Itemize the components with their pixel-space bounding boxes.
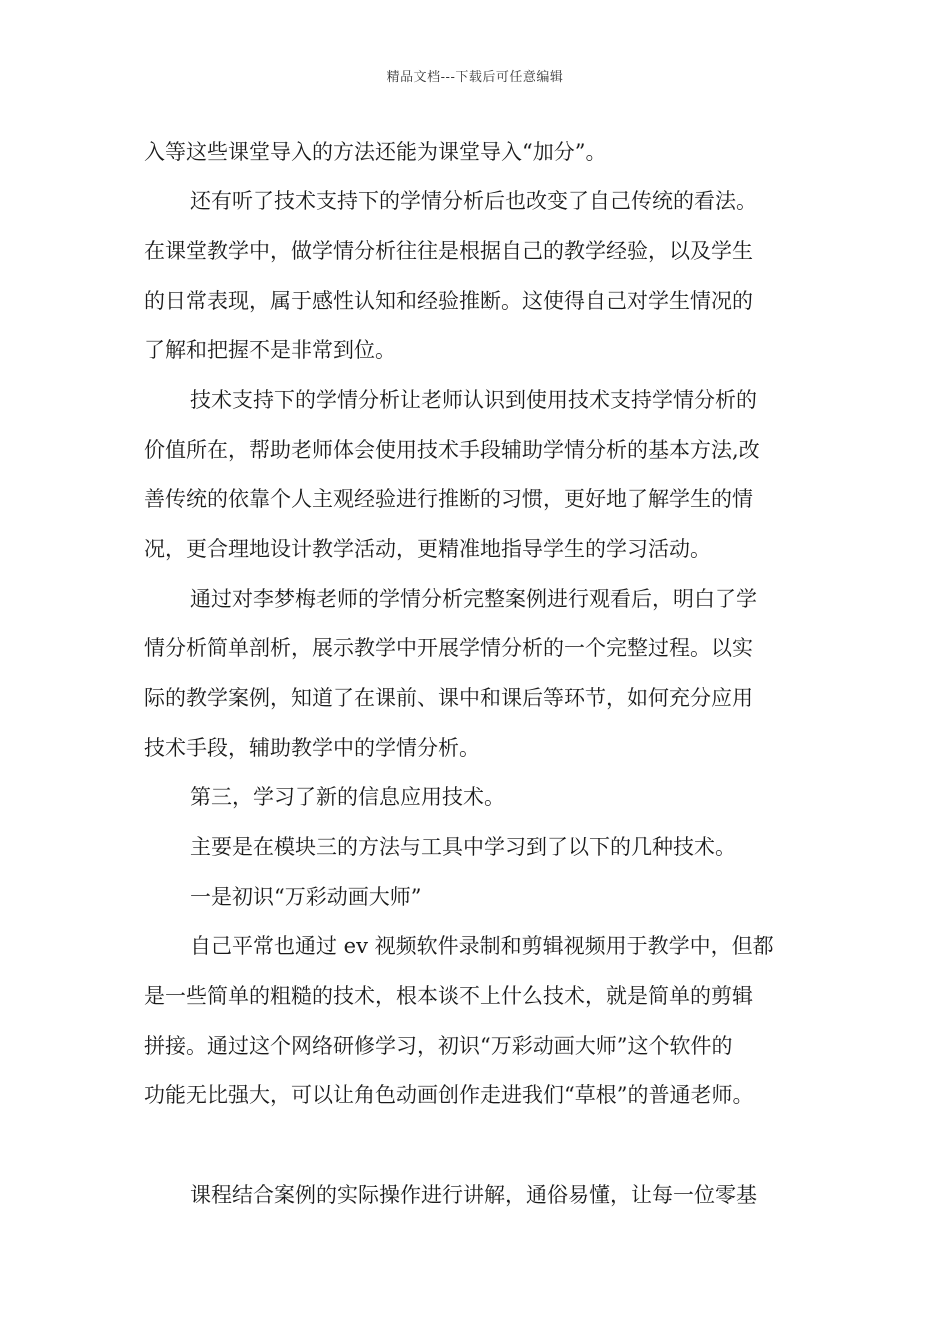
text-line: 况，更合理地设计教学活动，更精准地指导学生的学习活动。 [144,537,711,561]
text-line: 第三，学习了新的信息应用技术。 [190,785,505,809]
text-line: 价值所在，帮助老师体会使用技术手段辅助学情分析的基本方法,改 [144,438,760,462]
text-line: 课程结合案例的实际操作进行讲解，通俗易懂，让每一位零基 [190,1183,757,1207]
text-line: 是一些简单的粗糙的技术，根本谈不上什么技术，就是简单的剪辑 [144,984,753,1008]
text-line: 技术手段，辅助教学中的学情分析。 [144,736,480,760]
text-line: 通过对李梦梅老师的学情分析完整案例进行观看后，明白了学 [190,587,757,611]
text-line: 自己平常也通过 ev 视频软件录制和剪辑视频用于教学中，但都 [190,934,774,958]
text-line: 主要是在模块三的方法与工具中学习到了以下的几种技术。 [190,835,736,859]
text-line: 拼接。通过这个网络研修学习，初识“万彩动画大师”这个软件的 [144,1034,733,1058]
page-header: 精品文档---下载后可任意编辑 [386,70,564,85]
text-line: 情分析简单剖析，展示教学中开展学情分析的一个完整过程。以实 [144,636,753,660]
text-line: 了解和把握不是非常到位。 [144,338,396,362]
text-line: 技术支持下的学情分析让老师认识到使用技术支持学情分析的 [190,388,757,412]
text-line: 功能无比强大，可以让角色动画创作走进我们“草根”的普通老师。 [144,1083,754,1107]
text-line: 的日常表现，属于感性认知和经验推断。这使得自己对学生情况的 [144,289,753,313]
text-line: 一是初识“万彩动画大师” [190,885,422,909]
text-line: 在课堂教学中，做学情分析往往是根据自己的教学经验，以及学生 [144,239,753,263]
text-line: 还有听了技术支持下的学情分析后也改变了自己传统的看法。 [190,189,757,213]
text-line: 际的教学案例，知道了在课前、课中和课后等环节，如何充分应用 [144,686,753,710]
text-line: 入等这些课堂导入的方法还能为课堂导入“加分”。 [144,140,607,164]
text-line: 善传统的依靠个人主观经验进行推断的习惯，更好地了解学生的情 [144,487,753,511]
